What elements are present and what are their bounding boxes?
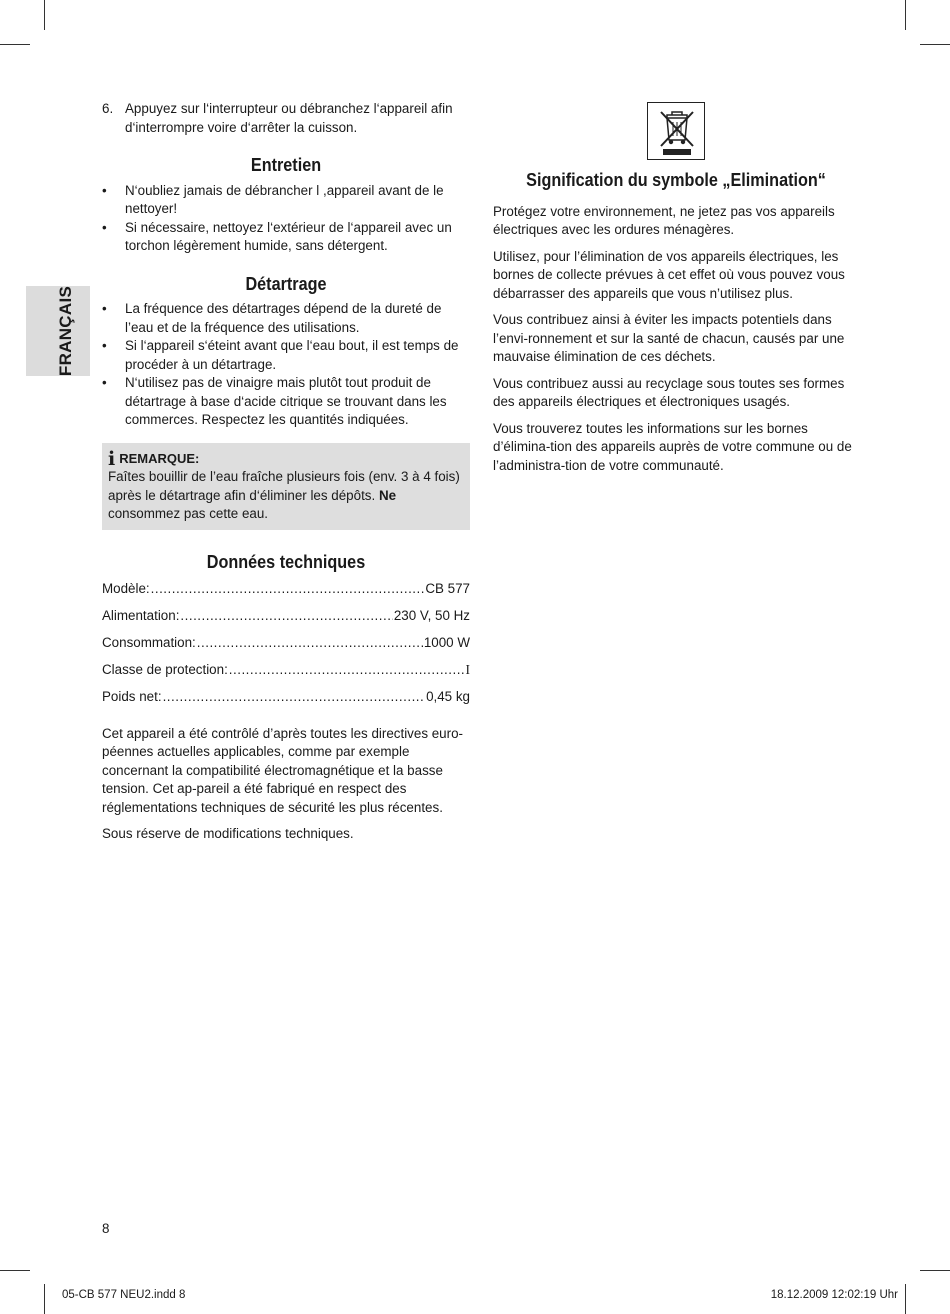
elimination-paragraph: Protégez votre environnement, ne jetez pas vos appareils électriques avec les ordures ménagères. <box>493 203 835 237</box>
entretien-heading: Entretien <box>250 155 322 175</box>
info-icon: i <box>108 447 116 470</box>
footer-file: 05-CB 577 NEU2.indd 8 <box>62 1289 186 1301</box>
wheelie-bin-graphic <box>648 103 704 159</box>
crop-mark <box>44 0 45 30</box>
elimination-paragraph: Vous trouverez toutes les informations sur les bornes d’élimina-tion des appareils auprès de votre commune ou de l’administra-tion de votre communauté. <box>493 420 852 473</box>
spec-label: Poids net: <box>102 689 162 704</box>
leader-dots <box>151 580 425 599</box>
spec-label: Alimentation: <box>102 608 180 623</box>
list-item: • N‘utilisez pas de vinaigre mais plutôt tout produit de détartrage à base d‘acide citrique se trouvant dans les commerces. Respectez les quantités indiquées. <box>102 374 470 430</box>
remarque-text-part: consommez pas cette eau. <box>108 506 269 521</box>
crop-mark <box>44 1284 45 1314</box>
elimination-heading: Signification du symbole „Elimination“ <box>526 170 826 190</box>
spec-label: Modèle: <box>102 581 150 596</box>
crop-mark <box>920 1270 950 1271</box>
list-item: • Si l‘appareil s‘éteint avant que l‘eau bout, il est temps de procéder à un détartrage. <box>102 337 470 374</box>
spec-row <box>102 607 470 626</box>
page-number: 8 <box>102 1221 110 1236</box>
leader-dots <box>197 634 423 653</box>
crop-mark <box>920 44 950 45</box>
language-tab <box>26 286 90 376</box>
elimination-paragraph: Utilisez, pour l’élimination de vos appareils électriques, les bornes de collecte prévues à cet effet où vous pouvez vous débarrasser des appareils que vous n’utilisez plus. <box>493 248 845 301</box>
spec-value: 1000 W <box>423 635 470 650</box>
list-item: • La fréquence des détartrages dépend de la dureté de l’eau et de la fréquence des utilisations. <box>102 300 470 337</box>
remarque-box <box>102 443 470 530</box>
detartrage-list <box>102 300 470 430</box>
remarque-header <box>108 447 464 470</box>
spec-value: I <box>465 662 470 677</box>
spec-row <box>102 634 470 653</box>
spec-label: Classe de protection: <box>102 662 228 677</box>
list-item: • Si nécessaire, nettoyez l‘extérieur de l‘appareil avec un torchon légèrement humide, sans détergent. <box>102 219 470 256</box>
crossed-out-wheelie-bin-icon <box>647 102 705 160</box>
crop-mark <box>0 1270 30 1271</box>
detartrage-heading: Détartrage <box>245 273 327 294</box>
spec-row <box>102 580 470 599</box>
step-6 <box>102 100 470 137</box>
language-tab-label: FRANÇAIS <box>56 285 75 377</box>
modifications-note: Sous réserve de modifications techniques. <box>102 826 354 841</box>
list-item: • N‘oubliez jamais de débrancher l ,appareil avant de le nettoyer! <box>102 182 470 219</box>
spec-row <box>102 688 470 707</box>
step-text: Appuyez sur l‘interrupteur ou débranchez l‘appareil afin d‘interrompre voire d‘arrêter la cuisson. <box>125 101 453 135</box>
left-column <box>102 100 470 844</box>
crop-mark <box>905 0 906 30</box>
conformity-paragraph: Cet appareil a été contrôlé d’après toutes les directives euro-péennes actuelles applicables, comme par exemple concernant la compatibilité électromagnétique et la basse tension. Cet ap-pareil a été fabriqué en respect des réglementations techniques de sécurité les plus récentes. <box>102 725 463 815</box>
remarque-bold: Ne <box>378 487 397 503</box>
entretien-list <box>102 182 470 256</box>
remarque-text <box>108 468 464 524</box>
spec-row <box>102 661 470 680</box>
donnees-heading: Données techniques <box>206 551 366 572</box>
remarque-label: REMARQUE: <box>119 450 200 466</box>
spec-value: 230 V, 50 Hz <box>393 608 470 623</box>
footer-datetime: 18.12.2009 12:02:19 Uhr <box>770 1289 898 1301</box>
elimination-paragraph: Vous contribuez aussi au recyclage sous toutes ses formes des appareils électriques et électroniques usagés. <box>493 375 845 409</box>
spec-value: 0,45 kg <box>426 689 470 704</box>
spec-value: CB 577 <box>425 581 470 596</box>
spec-list <box>102 580 470 707</box>
leader-dots <box>163 688 426 707</box>
elimination-paragraph: Vous contribuez ainsi à éviter les impacts potentiels dans l’envi-ronnement et sur la santé de chacun, causés par une mauvaise élimination de ces déchets. <box>493 312 845 364</box>
right-column <box>493 171 859 475</box>
step-number: 6. <box>102 101 114 116</box>
leader-dots <box>229 661 465 680</box>
crop-mark <box>905 1284 906 1314</box>
remarque-text-part: Faîtes bouillir de l’eau fraîche plusieurs fois (env. 3 à 4 fois) après le détartrage afin d‘éliminer les dépôts. <box>108 469 460 503</box>
crop-mark <box>0 44 30 45</box>
leader-dots <box>180 607 392 626</box>
spec-label: Consommation: <box>102 635 196 650</box>
